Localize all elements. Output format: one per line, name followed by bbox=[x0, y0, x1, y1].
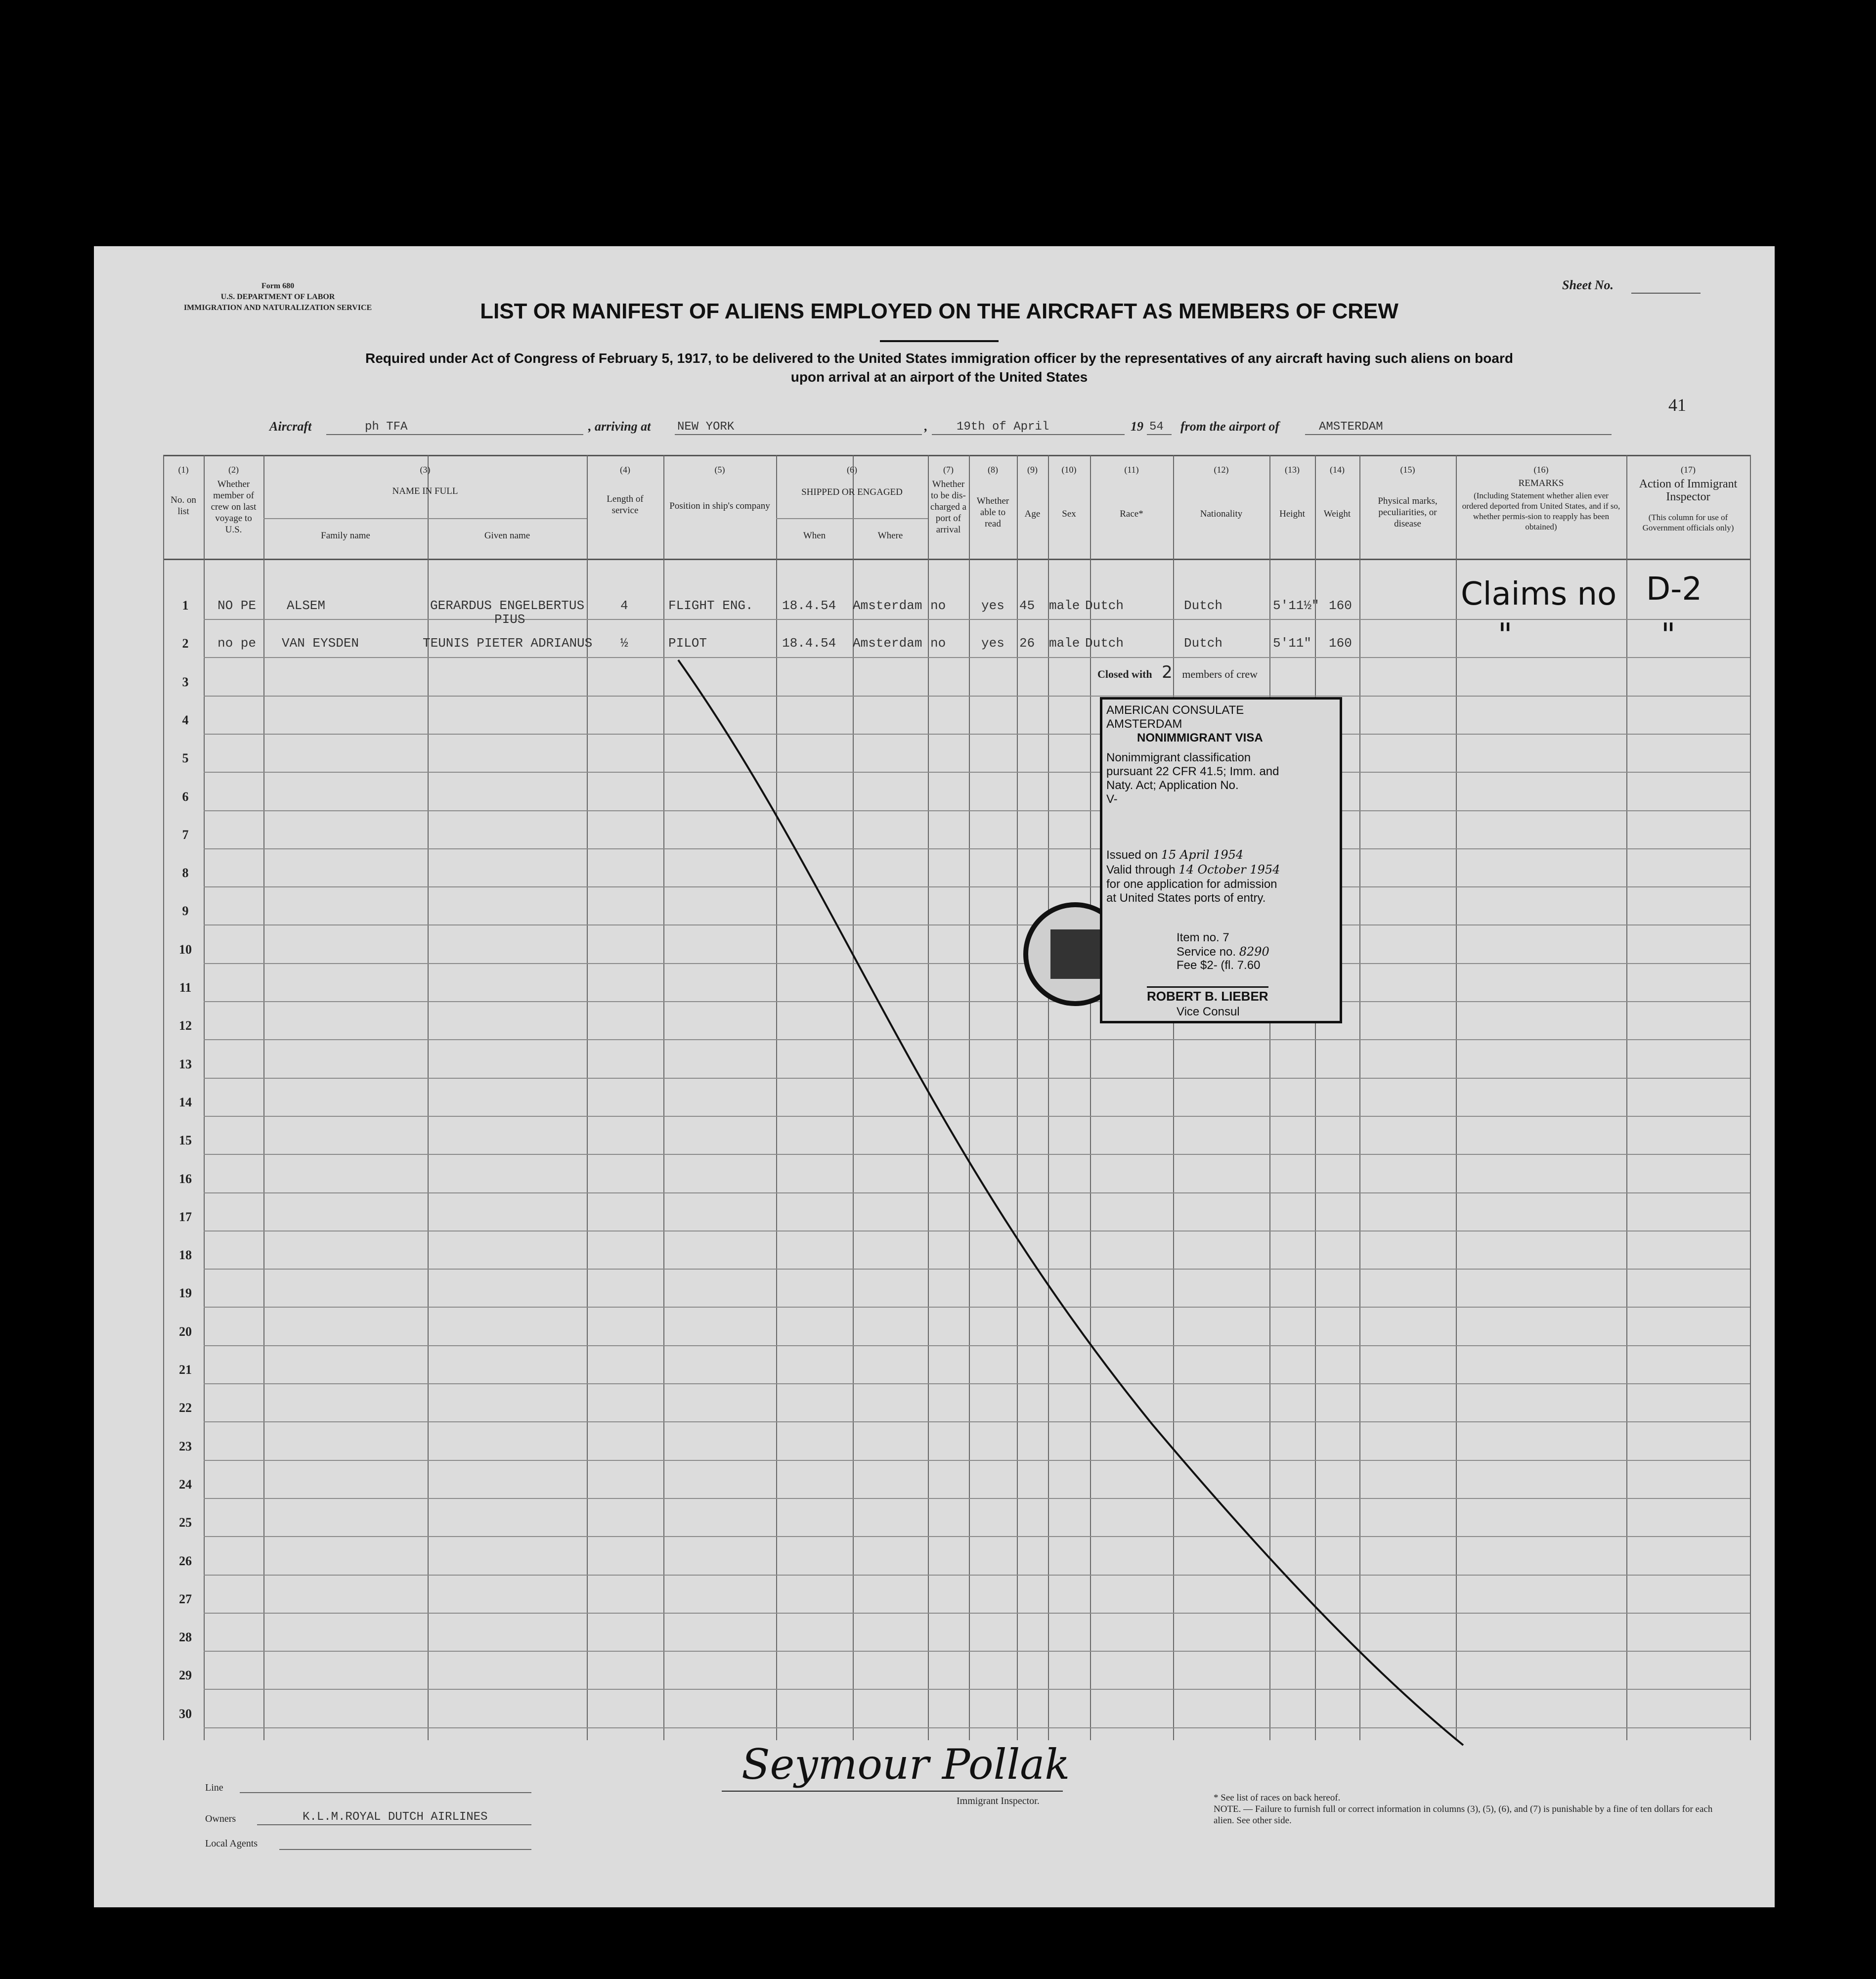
row-number: 17 bbox=[179, 1209, 192, 1224]
header-nationality: Nationality bbox=[1200, 509, 1243, 519]
header-remarks-detail: (Including Statement whether alien ever ordered deported from United States, and if so, whether permis-sion to reapply has been obtained) bbox=[1462, 491, 1620, 531]
row1-inspector-action[interactable]: D-2 bbox=[1646, 571, 1702, 608]
row-number: 6 bbox=[182, 789, 189, 804]
service-value: 8290 bbox=[1239, 945, 1269, 959]
row2-nationality[interactable]: Dutch bbox=[1184, 636, 1223, 651]
column-number: (1) bbox=[178, 465, 189, 475]
races-note: * See list of races on back hereof. bbox=[1214, 1793, 1341, 1803]
header-remarks: REMARKS bbox=[1518, 478, 1564, 488]
row-number: 29 bbox=[179, 1668, 192, 1683]
row2-position[interactable]: PILOT bbox=[668, 636, 707, 651]
line-label: Line bbox=[205, 1782, 223, 1793]
row2-last-voyage[interactable]: no pe bbox=[218, 636, 257, 651]
row1-given-name[interactable]: GERARDUS ENGELBERTUS bbox=[430, 598, 585, 613]
column-number: (14) bbox=[1330, 465, 1345, 475]
stamp-line-10: for one application for admission bbox=[1106, 878, 1277, 891]
valid-label: Valid through bbox=[1106, 863, 1176, 877]
column-number: (11) bbox=[1124, 465, 1139, 475]
row2-read[interactable]: yes bbox=[981, 636, 1004, 651]
row2-where[interactable]: Amsterdam bbox=[853, 636, 922, 651]
header-name-in-full: NAME IN FULL bbox=[392, 486, 458, 496]
row1-age[interactable]: 45 bbox=[1019, 598, 1035, 613]
row1-remarks[interactable]: Claims no bbox=[1461, 576, 1617, 613]
row1-last-voyage[interactable]: NO PE bbox=[218, 598, 257, 613]
row-number: 26 bbox=[179, 1553, 192, 1568]
header-given-name: Given name bbox=[484, 530, 530, 541]
row-number: 18 bbox=[179, 1248, 192, 1263]
header-family-name: Family name bbox=[321, 530, 370, 541]
local-agents-label: Local Agents bbox=[205, 1838, 258, 1849]
column-number: (2) bbox=[228, 465, 239, 475]
line-field[interactable] bbox=[240, 1792, 531, 1793]
row-number: 20 bbox=[179, 1324, 192, 1339]
row-number: 23 bbox=[179, 1439, 192, 1453]
owners-field-line bbox=[257, 1824, 531, 1825]
row-number: 25 bbox=[179, 1515, 192, 1530]
arrival-year[interactable]: 54 bbox=[1149, 420, 1164, 434]
row2-sex[interactable]: male bbox=[1049, 636, 1080, 651]
header-race: Race* bbox=[1120, 509, 1143, 519]
header-able-to-read: Whether able to read bbox=[976, 496, 1009, 529]
stamp-line-3: NONIMMIGRANT VISA bbox=[1137, 731, 1263, 745]
header-inspector-detail: (This column for use of Government officials only) bbox=[1642, 513, 1734, 532]
row2-length[interactable]: ½ bbox=[620, 636, 628, 651]
from-airport-label: from the airport of bbox=[1180, 419, 1280, 434]
row1-given-name-2[interactable]: PIUS bbox=[494, 612, 525, 627]
row-number: 24 bbox=[179, 1477, 192, 1492]
consul-title: Vice Consul bbox=[1177, 1005, 1240, 1018]
fee-stamp bbox=[1050, 929, 1100, 979]
row1-sex[interactable]: male bbox=[1049, 598, 1080, 613]
stamp-issued bbox=[1106, 848, 1243, 862]
row2-race[interactable]: Dutch bbox=[1085, 636, 1124, 651]
row2-remarks[interactable]: " bbox=[1498, 617, 1513, 654]
department-name: U.S. DEPARTMENT OF LABOR bbox=[220, 293, 335, 301]
service-name: IMMIGRATION AND NATURALIZATION SERVICE bbox=[183, 304, 372, 312]
arriving-value[interactable]: NEW YORK bbox=[677, 420, 735, 434]
date-comma: , bbox=[924, 419, 928, 434]
row-number: 22 bbox=[179, 1401, 192, 1415]
column-number: (6) bbox=[847, 465, 857, 475]
consulate-visa-stamp bbox=[1100, 697, 1342, 1023]
row1-where[interactable]: Amsterdam bbox=[853, 598, 922, 613]
row1-position[interactable]: FLIGHT ENG. bbox=[668, 598, 753, 613]
closed-count: 2 bbox=[1162, 662, 1173, 682]
column-number: (17) bbox=[1681, 465, 1696, 475]
stamp-line-1: AMERICAN CONSULATE bbox=[1106, 704, 1244, 717]
row-number: 8 bbox=[182, 866, 189, 880]
header-physical-marks: Physical marks, peculiarities, or disease bbox=[1378, 496, 1438, 529]
stamp-line-4: Nonimmigrant classification bbox=[1106, 751, 1251, 764]
row-number: 16 bbox=[179, 1171, 192, 1186]
row-number: 15 bbox=[179, 1133, 192, 1148]
row2-height[interactable]: 5'11" bbox=[1273, 636, 1312, 651]
service-label: Service no. bbox=[1177, 945, 1236, 959]
row-number: 11 bbox=[179, 980, 192, 995]
issued-value: 15 April 1954 bbox=[1161, 848, 1244, 862]
row1-weight[interactable]: 160 bbox=[1329, 598, 1352, 613]
column-number: (7) bbox=[943, 465, 954, 475]
header-inspector-action: Action of Immigrant Inspector bbox=[1639, 478, 1738, 503]
header-discharged: Whether to be dis-charged a port of arrival bbox=[930, 479, 966, 535]
row-number: 13 bbox=[179, 1056, 192, 1071]
subtitle-line-1: Required under Act of Congress of February 5, 1917, to be delivered to the United States immigration officer by the representatives of any aircraft having such aliens on board bbox=[365, 351, 1513, 366]
row-number: 28 bbox=[179, 1630, 192, 1645]
row1-nationality[interactable]: Dutch bbox=[1184, 598, 1223, 613]
local-agents-field[interactable] bbox=[279, 1849, 531, 1850]
stamp-fee: Fee $2- (fl. 7.60 bbox=[1177, 959, 1261, 972]
from-airport-value[interactable]: AMSTERDAM bbox=[1319, 420, 1383, 434]
arriving-label: , arriving at bbox=[588, 419, 651, 434]
row-number: 4 bbox=[182, 712, 189, 727]
row1-discharged[interactable]: no bbox=[930, 598, 946, 613]
arrival-date[interactable]: 19th of April bbox=[957, 420, 1049, 434]
footer-notes bbox=[1214, 1792, 1733, 1826]
stamp-line-2: AMSTERDAM bbox=[1106, 717, 1182, 731]
column-number: (5) bbox=[714, 465, 725, 475]
row2-weight[interactable]: 160 bbox=[1329, 636, 1352, 651]
row-number: 14 bbox=[179, 1095, 192, 1109]
header-where: Where bbox=[877, 530, 903, 541]
stamp-line-7: V- bbox=[1106, 792, 1118, 806]
issued-label: Issued on bbox=[1106, 848, 1158, 862]
row-number: 10 bbox=[179, 942, 192, 957]
row-number: 5 bbox=[182, 751, 189, 766]
sheet-number-label: Sheet No. bbox=[1562, 278, 1614, 292]
row-number: 3 bbox=[182, 674, 189, 689]
row1-when[interactable]: 18.4.54 bbox=[782, 598, 836, 613]
stamp-line-6: Naty. Act; Application No. bbox=[1106, 779, 1239, 792]
row-number: 12 bbox=[179, 1018, 192, 1033]
document-title: LIST OR MANIFEST OF ALIENS EMPLOYED ON THE AIRCRAFT AS MEMBERS OF CREW bbox=[480, 299, 1398, 323]
column-number: (9) bbox=[1027, 465, 1038, 475]
row-number: 21 bbox=[179, 1363, 192, 1377]
column-number: (8) bbox=[988, 465, 998, 475]
inspector-signature: Seymour Pollak bbox=[742, 1740, 1070, 1789]
page-number: 41 bbox=[1668, 395, 1686, 415]
signature-line bbox=[722, 1791, 1063, 1792]
owners-value[interactable]: K.L.M.ROYAL DUTCH AIRLINES bbox=[303, 1810, 488, 1824]
column-number: (3) bbox=[420, 465, 431, 475]
stamp-line-11: at United States ports of entry. bbox=[1106, 891, 1266, 905]
row1-length[interactable]: 4 bbox=[620, 598, 628, 613]
valid-value: 14 October 1954 bbox=[1178, 863, 1280, 877]
header-when: When bbox=[803, 530, 826, 541]
header-age: Age bbox=[1024, 509, 1041, 519]
row-number: 7 bbox=[182, 827, 189, 842]
aircraft-label: Aircraft bbox=[269, 419, 312, 434]
row-number: 9 bbox=[182, 904, 189, 919]
header-last-voyage: Whether member of crew on last voyage to U.S. bbox=[211, 479, 257, 535]
column-number: (10) bbox=[1061, 465, 1077, 475]
penalty-note: NOTE. — Failure to furnish full or correct information in columns (3), (5), (6), and (7) is punishable by a fine of ten dollars for each alien. See other side. bbox=[1214, 1804, 1713, 1826]
header-no-on-list: No. on list bbox=[171, 495, 196, 517]
subtitle-line-2: upon arrival at an airport of the United States bbox=[790, 369, 1088, 385]
year-prefix: 19 bbox=[1131, 419, 1143, 434]
row-number: 27 bbox=[179, 1591, 192, 1606]
row2-given-name[interactable]: TEUNIS PIETER ADRIANUS bbox=[423, 636, 593, 651]
header-height: Height bbox=[1279, 509, 1305, 519]
row2-when[interactable]: 18.4.54 bbox=[782, 636, 836, 651]
row1-height[interactable]: 5'11½" bbox=[1273, 598, 1319, 613]
stamp-valid bbox=[1106, 863, 1280, 877]
column-number: (4) bbox=[620, 465, 630, 475]
consul-name: ROBERT B. LIEBER bbox=[1147, 986, 1268, 1004]
form-number: Form 680 bbox=[261, 282, 295, 290]
row2-discharged[interactable]: no bbox=[930, 636, 946, 651]
column-number: (13) bbox=[1285, 465, 1300, 475]
row2-inspector-action[interactable]: " bbox=[1661, 617, 1676, 654]
row1-read[interactable]: yes bbox=[981, 598, 1004, 613]
row-number: 30 bbox=[179, 1706, 192, 1721]
row-number: 2 bbox=[182, 636, 189, 651]
closed-prefix: Closed with bbox=[1097, 668, 1152, 680]
header-weight: Weight bbox=[1323, 509, 1351, 519]
stamp-service bbox=[1177, 945, 1269, 959]
row2-family-name[interactable]: VAN EYSDEN bbox=[282, 636, 359, 651]
header-position: Position in ship's company bbox=[669, 501, 770, 511]
header-length-of-service: Length of service bbox=[607, 494, 644, 516]
aircraft-value[interactable]: ph TFA bbox=[365, 420, 408, 434]
header-sex: Sex bbox=[1062, 509, 1076, 519]
row1-race[interactable]: Dutch bbox=[1085, 598, 1124, 613]
header-shipped-engaged: SHIPPED OR ENGAGED bbox=[801, 487, 903, 497]
stamp-line-5: pursuant 22 CFR 41.5; Imm. and bbox=[1106, 765, 1279, 778]
row-number: 19 bbox=[179, 1286, 192, 1301]
owners-label: Owners bbox=[205, 1813, 236, 1824]
column-number: (15) bbox=[1400, 465, 1415, 475]
closed-suffix: members of crew bbox=[1182, 668, 1258, 680]
row2-age[interactable]: 26 bbox=[1019, 636, 1035, 651]
immigrant-inspector-label: Immigrant Inspector. bbox=[957, 1796, 1040, 1806]
row1-family-name[interactable]: ALSEM bbox=[287, 598, 326, 613]
row-number: 1 bbox=[182, 598, 189, 613]
stamp-item: Item no. 7 bbox=[1177, 931, 1229, 944]
column-number: (16) bbox=[1533, 465, 1549, 475]
column-number: (12) bbox=[1214, 465, 1229, 475]
